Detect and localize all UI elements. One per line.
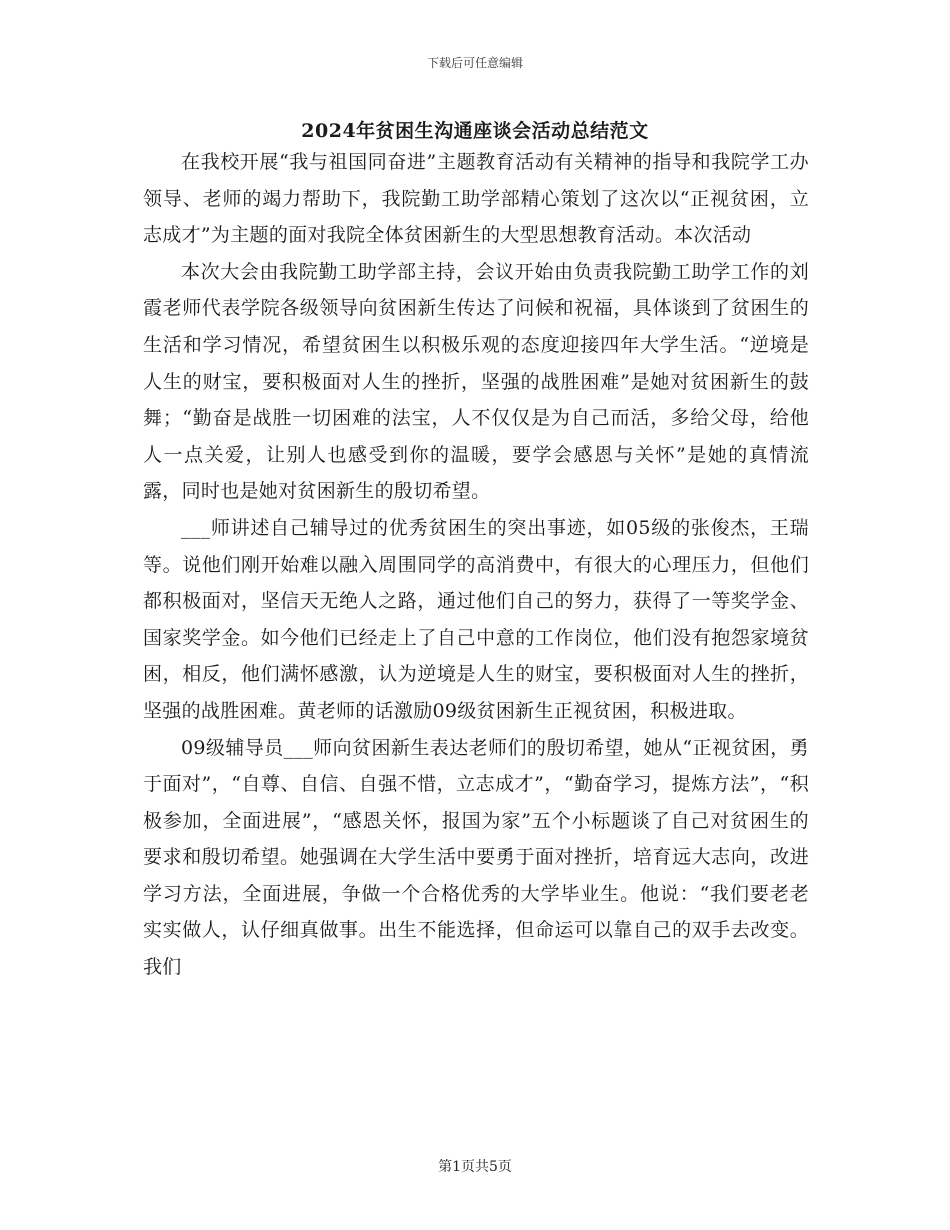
paragraph-2: 本次大会由我院勤工助学部主持，会议开始由负责我院勤工助学工作的刘霞老师代表学院各级领导向贫困新生传达了问候和祝福，具体谈到了贫困生的生活和学习情况，希望贫困生以积极乐观的态度迎接四年大学生活。“逆境是人生的财宝，要积极面对人生的挫折，坚强的战胜困难”是她对贫困新生的鼓舞；“勤奋是战胜一切困难的法宝，人不仅仅是为自己而活，多给父母，给他人一点关爱，让别人也感受到你的温暖，要学会感恩与关怀”是她的真情流露，同时也是她对贫困新生的殷切希望。 <box>143 260 809 503</box>
page-header-note: 下载后可任意编辑 <box>426 56 523 70</box>
document-title: 2024年贫困生沟通座谈会活动总结范文 <box>301 120 649 142</box>
paragraph-3: ___师讲述自己辅导过的优秀贫困生的突出事迹，如05级的张俊杰，王瑞等。说他们刚开始难以融入周围同学的高消费中，有很大的心理压力，但他们都积极面对，坚信天无绝人之路，通过他们自己的努力，获得了一等奖学金、国家奖学金。如今他们已经走上了自己中意的工作岗位，他们没有抱怨家境贫困，相反，他们满怀感激，认为逆境是人生的财宝，要积极面对人生的挫折，坚强的战胜困难。黄老师的话激励09级贫困新生正视贫困，积极进取。 <box>143 516 809 722</box>
page-number: 第1页共5页 <box>438 1159 512 1175</box>
paragraph-1: 在我校开展“我与祖国同奋进”主题教育活动有关精神的指导和我院学工办领导、老师的竭力帮助下，我院勤工助学部精心策划了这次以“正视贫困，立志成才”为主题的面对我院全体贫困新生的大型思想教育活动。本次活动 <box>143 151 809 247</box>
paragraph-4: 09级辅导员___师向贫困新生表达老师们的殷切希望，她从“正视贫困，勇于面对”，“自尊、自信、自强不惜，立志成才”，“勤奋学习，提炼方法”，“积极参加，全面进展”，“感恩关怀，报国为家”五个小标题谈了自己对贫困生的要求和殷切希望。她强调在大学生活中要勇于面对挫折，培育远大志向，改进学习方法，全面进展，争做一个合格优秀的大学毕业生。他说：“我们要老老实实做人，认仔细真做事。出生不能选择，但命运可以靠自己的双手去改变。我们 <box>143 736 809 979</box>
document-body <box>143 144 809 986</box>
